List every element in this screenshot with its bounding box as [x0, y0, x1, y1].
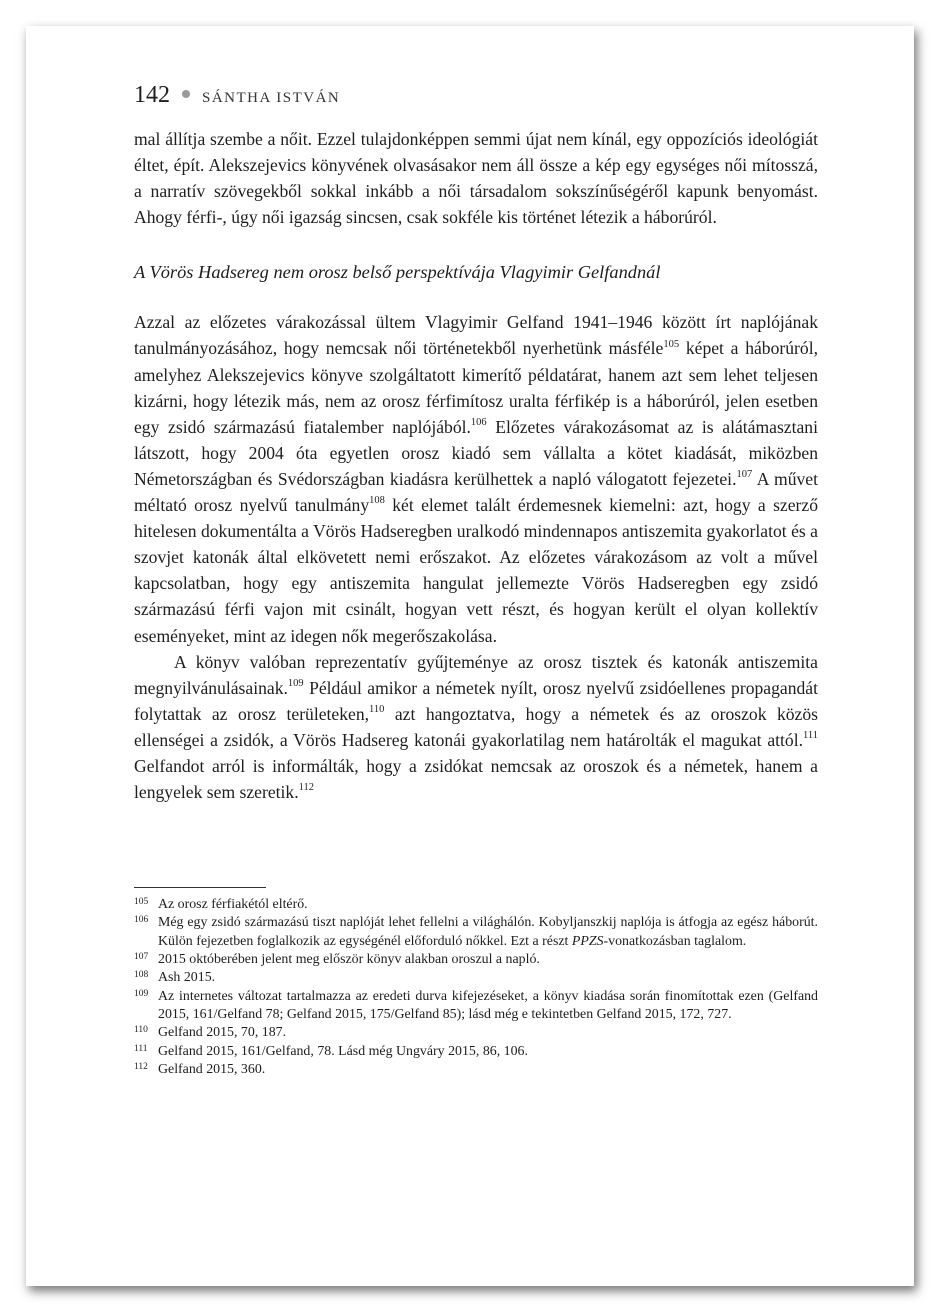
footnote-number: 111 [134, 1043, 148, 1054]
text-run: A művet méltató orosz nyelvű tanulmány [134, 468, 818, 516]
book-page [26, 26, 914, 1286]
page-number: 142 [134, 82, 170, 108]
text-run: Még egy zsidó származású tiszt naplóját lehet fellelni a világhálón. Kobyljanszkij naplója is átfogja az egész háborút. Külön fejezetben foglalkozik az egységénél előforduló nőkkel. Ezt a részt [158, 915, 818, 949]
footnote-item [134, 1043, 818, 1061]
footnote-number: 106 [134, 915, 149, 926]
footnote-ref-110[interactable]: 110 [369, 703, 385, 715]
text-run: Gelfandot arról is informálták, hogy a zsidókat nemcsak az oroszok és a németek, hanem a lengyelek sem szeretik. [134, 755, 818, 803]
footnote-ref-105[interactable]: 105 [663, 338, 680, 350]
running-head [134, 82, 818, 112]
body-paragraph-1 [134, 309, 818, 648]
text-run: azt hangoztatva, hogy a németek és az oroszok közös ellenségei a zsidók, a Vörös Hadsereg katonái gyakorlatilag nem határolták el magukat attól. [134, 703, 818, 750]
footnote-number: 108 [134, 970, 149, 981]
footnotes [134, 896, 818, 1079]
footnote-item [134, 914, 818, 951]
footnote-number: 112 [134, 1061, 148, 1072]
text-run: Például amikor a németek nyílt, orosz nyelvű zsidóellenes propagandát folytattak az orosz területeken, [134, 677, 818, 724]
text-run: Előzetes várakozásomat az is alátámasztani látszott, hogy 2004 óta egyetlen orosz kiadó sem vállalta a kötet kiadását, miközben Németországban és Svédországban kiadásra kerülhettek a napló válogatott fejezetei. [134, 416, 818, 489]
footnote-item [134, 951, 818, 969]
running-head-author: SÁNTHA ISTVÁN [202, 90, 341, 106]
section-heading: A Vörös Hadsereg nem orosz belső perspektívája Vlagyimir Gelfandnál [134, 262, 661, 283]
footnote-ref-108[interactable]: 108 [369, 495, 385, 507]
footnote-number: 109 [134, 988, 149, 999]
footnote-ref-111[interactable]: 111 [803, 730, 818, 742]
footnote-item [134, 1061, 818, 1079]
footnote-text: Gelfand 2015, 161/Gelfand, 78. Lásd még Ungváry 2015, 86, 106. [158, 1043, 528, 1059]
bullet-dot-icon [182, 90, 190, 98]
footnote-ref-106[interactable]: 106 [470, 416, 487, 428]
footnote-number: 110 [134, 1025, 148, 1036]
page-content [134, 82, 818, 1079]
footnote-text: Gelfand 2015, 70, 187. [158, 1025, 287, 1041]
text-run: -vonatkozásban taglalom. [603, 933, 747, 949]
footnote-number: 107 [134, 952, 149, 963]
footnote-text: Ash 2015. [158, 970, 216, 986]
intro-paragraph: mal állítja szembe a nőit. Ezzel tulajdonképpen semmi újat nem kínál, egy oppozíciós ideológiát éltet, épít. Alekszejevics könyvének olvasásakor nem áll össze a kép egy egységes női mítosszá, a narratív szövegekből sokkal inkább a női társadalom sokszínűségéről kapunk benyomást. Ahogy férfi-, úgy női igazság sincsen, csak sokféle kis történet létezik a háborúról. [134, 129, 818, 228]
footnote-text: Gelfand 2015, 360. [158, 1061, 266, 1077]
footnote-item [134, 896, 818, 914]
footnote-text [158, 914, 818, 951]
footnote-ref-109[interactable]: 109 [287, 677, 304, 689]
text-run: A könyv valóban reprezentatív gyűjteménye az orosz tisztek és katonák antiszemita megnyilvánulásainak. [134, 651, 818, 698]
body-paragraph-2 [134, 649, 818, 806]
footnote-text: Az orosz férfiakétól eltérő. [158, 897, 308, 913]
footnote-text: Az internetes változat tartalmazza az eredeti durva kifejezéseket, a könyv kiadása során finomítottak ezen (Gelfand 2015, 161/Gelfand 78; Gelfand 2015, 175/Gelfand 85); lásd még e tekintetben Gelfand 2015, 172, 727. [158, 988, 818, 1022]
footnote-number: 105 [134, 897, 149, 908]
footnote-item [134, 1024, 818, 1042]
text-run: két elemet talált érdemesnek kiemelni: azt, hogy a szerző hitelesen dokumentálta a Vörös Hadseregben uralkodó mindennapos antiszemita gyakorlatot és a szovjet katonák által elkövetett nemi erőszakot. Az előzetes várakozásom az volt a művel kapcsolatban, hogy egy antiszemita hangulat jellemezte Vörös Hadseregben egy zsidó származású férfi vajon mit csinált, hogyan vett részt, és hogyan került el olyan kollektív eseményeket, mint az idegen nők megerőszakolása. [134, 495, 818, 646]
footnote-ref-112[interactable]: 112 [298, 782, 315, 794]
text-run: képet a háborúról, amelyhez Alekszejevics könyve szolgáltatott kimerítő példatárat, hanem azt sem lehet teljesen kizárni, hogy létezik más, nem az orosz férfimítosz uralta férfikép is a háborúról, jelen esetben egy zsidó származású fiatalember naplójából. [134, 338, 818, 437]
footnote-item [134, 969, 818, 987]
footnote-ref-107[interactable]: 107 [736, 469, 753, 481]
footnote-item [134, 988, 818, 1025]
italic-text-run: PPZS [571, 933, 604, 949]
footnote-separator [134, 887, 266, 888]
text-run: Azzal az előzetes várakozással ültem Vlagyimir Gelfand 1941–1946 között írt naplójának tanulmányozásához, hogy nemcsak női történetekből nyerhetünk másféle [134, 312, 818, 359]
footnote-text: 2015 októberében jelent meg először könyv alakban oroszul a napló. [158, 952, 540, 968]
